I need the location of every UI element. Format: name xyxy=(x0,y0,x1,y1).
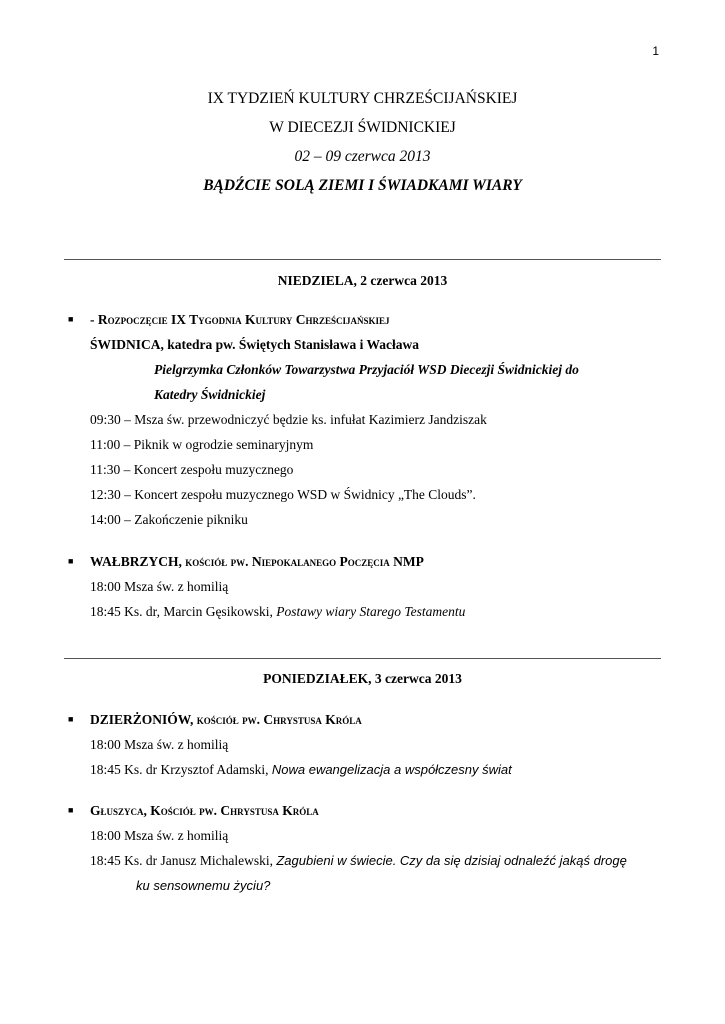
event-heading: Głuszyca, Kościół pw. Chrystusa Króla xyxy=(90,803,319,818)
event-venue: kościół pw. Niepokalanego Poczęcia NMP xyxy=(181,554,424,569)
schedule-item: 18:00 Msza św. z homilią xyxy=(90,737,229,752)
header-title-line2: W DIECEZJI ŚWIDNICKIEJ xyxy=(269,119,456,136)
page-number: 1 xyxy=(652,44,659,58)
bullet-icon: ■ xyxy=(68,714,74,724)
event-location: ŚWIDNICA, katedra pw. Świętych Stanisława i Wacława xyxy=(90,337,420,352)
event-gluszyca xyxy=(64,798,674,898)
divider xyxy=(64,658,661,659)
schedule-item: 11:00 – Piknik w ogrodzie seminaryjnym xyxy=(90,437,314,452)
document-header xyxy=(0,84,725,200)
talk-speaker: 18:45 Ks. dr Krzysztof Adamski, xyxy=(90,762,272,777)
talk-speaker: 18:45 Ks. dr, Marcin Gęsikowski, xyxy=(90,604,277,619)
schedule-item: 11:30 – Koncert zespołu muzycznego xyxy=(90,462,294,477)
talk-item xyxy=(64,599,674,624)
talk-speaker: 18:45 Ks. dr Janusz Michalewski, xyxy=(90,853,277,868)
talk-item xyxy=(64,757,674,782)
talk-title-cont: ku sensownemu życiu? xyxy=(136,878,271,893)
header-motto: BĄDŹCIE SOLĄ ZIEMI I ŚWIADKAMI WIARY xyxy=(203,177,522,194)
event-dzierzoniow xyxy=(64,707,674,782)
bullet-icon: ■ xyxy=(68,314,74,324)
event-venue: kościół pw. Chrystusa Króla xyxy=(193,712,362,727)
talk-title: Nowa ewangelizacja a współczesny świat xyxy=(271,762,512,777)
divider xyxy=(64,259,661,260)
bullet-icon: ■ xyxy=(68,805,74,815)
bullet-icon: ■ xyxy=(68,556,74,566)
event-pilgrimage-cont: Katedry Świdnickiej xyxy=(154,387,266,402)
event-city: WAŁBRZYCH, xyxy=(90,554,182,569)
event-pilgrimage: Pielgrzymka Członków Towarzystwa Przyjaciół WSD Diecezji Świdnickiej do xyxy=(154,362,579,377)
day-title-sunday: NIEDZIELA, 2 czerwca 2013 xyxy=(277,273,448,288)
schedule-item: 18:00 Msza św. z homilią xyxy=(90,579,229,594)
event-heading: - Rozpoczęcie IX Tygodnia Kultury Chrześcijańskiej xyxy=(90,312,390,327)
day-title-monday: PONIEDZIAŁEK, 3 czerwca 2013 xyxy=(263,671,462,686)
schedule-item: 12:30 – Koncert zespołu muzycznego WSD w Świdnicy „The Clouds”. xyxy=(90,487,476,502)
talk-title: Zagubieni w świecie. Czy da się dzisiaj odnaleźć jakąś drogę xyxy=(276,853,627,868)
schedule-item: 09:30 – Msza św. przewodniczyć będzie ks. infułat Kazimierz Jandziszak xyxy=(90,412,487,427)
talk-title: Postawy wiary Starego Testamentu xyxy=(276,604,466,619)
header-dates: 02 – 09 czerwca 2013 xyxy=(294,148,431,165)
schedule-item: 18:00 Msza św. z homilią xyxy=(90,828,229,843)
event-swidnica xyxy=(64,307,674,532)
event-city: DZIERŻONIÓW, xyxy=(90,712,194,727)
schedule-item: 14:00 – Zakończenie pikniku xyxy=(90,512,248,527)
event-walbrzych xyxy=(64,549,674,624)
talk-item xyxy=(64,848,674,873)
header-title-line1: IX TYDZIEŃ KULTURY CHRZEŚCIJAŃSKIEJ xyxy=(207,90,518,107)
